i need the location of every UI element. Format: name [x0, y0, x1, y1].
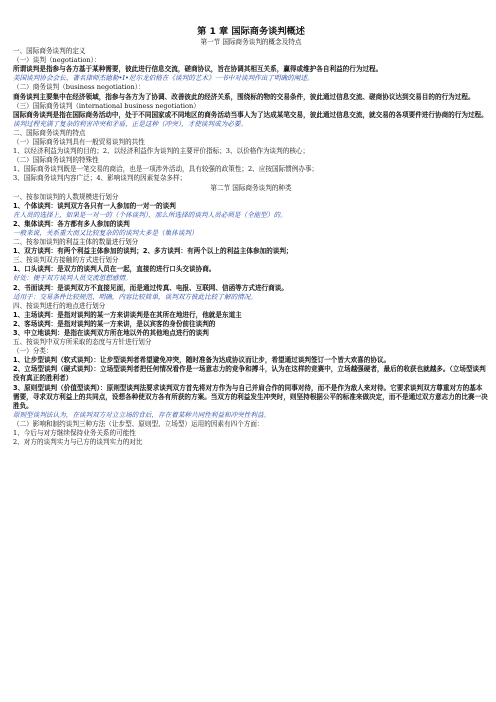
note-line: 好处：便于双方谈判人员交流思想感情。: [13, 274, 132, 283]
list-item: 1、双方谈判：有两个利益主体参加的谈判；2、多方谈判：有两个以上的利益主体参加的谈判；: [13, 247, 293, 256]
section-heading: 第二节 国际商务谈判的种类: [210, 183, 292, 192]
heading: 三、按谈判双方接触的方式进行划分: [13, 256, 119, 265]
heading: 五、按谈判中双方所采取的态度与方针进行划分: [13, 338, 152, 347]
document-page: [13, 26, 489, 447]
heading: 一、按参加谈判的人数规模进行划分: [13, 192, 119, 201]
list-item: 1、口头谈判：是双方的谈判人员在一起，直接的进行口头交谈协商。: [13, 265, 216, 274]
definition-paragraph: 商务谈判主要集中在经济领域，指参与各方为了协调、改善彼此的经济关系，围绕标的物的交易条件，彼此通过信息交流、磋商协议达到交易目的的行为过程。: [13, 92, 475, 101]
subheading: （三）国际商务谈判（international business negotiation）: [13, 101, 200, 110]
list-item: 1、个体谈判：谈判双方各只有一人参加的一对一的谈判: [13, 201, 176, 210]
body-line: 3、国际商务谈判内容广泛；4、影响谈判的因素复杂多样；: [13, 174, 187, 183]
note-line: 适用于：交易条件比较规范、明确，内容比较简单，谈判双方彼此比较了解的情况。: [13, 292, 257, 301]
list-item: 1、主场谈判：是指对谈判的某一方来讲谈判是在其所在地进行，他就是东道主: [13, 310, 242, 319]
heading: 二、按参加谈判的利益主体的数量进行划分: [13, 238, 139, 247]
heading: 四、按谈判进行的地点进行划分: [13, 301, 106, 310]
body-line: 1、国际商务谈判既是一笔交易的商洽，也是一项涉外活动，具有较强的政策性；2、应按国际惯例办事；: [13, 165, 319, 174]
note-line: 原则型谈判法认为，在谈判双方对立立场的背后，存在着某种共同性利益和冲突性利益。: [13, 410, 271, 419]
body-line: 2、对方的谈判实力与已方的谈判实力的对比: [13, 438, 143, 447]
subheading: （二）商务谈判（business negotiation）：: [13, 83, 145, 92]
list-item: 1、让步型谈判（软式谈判）：让步型谈判者希望避免冲突，随时准备为达成协议而让步，希望通过谈判签订一个皆大欢喜的协议。: [13, 356, 391, 365]
body-line: 1、以经济利益为谈判的目的；2、以经济利益作为谈判的主要评价指标；3、以价格作为谈判的核心；: [13, 147, 310, 156]
list-item: 2、客场谈判：是指对谈判的某一方来讲，是以宾客的身份前往谈判的: [13, 319, 216, 328]
chapter-title: 第 1 章 国际商务谈判概述: [197, 26, 305, 37]
list-item: 3、中立地谈判：是指在谈判双方所在地以外的其他地点进行的谈判: [13, 329, 209, 337]
note-line: 一般来说，关系重大而又比较复杂的的谈判大多是（集体谈判）: [13, 228, 198, 237]
subheading: （二）国际商务谈判的特殊性: [13, 156, 99, 165]
body-line: 1、今后与对方继续保持业务关系的可能性: [13, 429, 136, 438]
section-heading: 第一节 国际商务谈判的概念及特点: [200, 38, 302, 46]
note-line: 美国谈判协会会长、著名律师杰德勒•I•尼尔龙伯格在《谈判的艺术》一书中对谈判作出了明确的阐述。: [13, 74, 314, 83]
list-item: 2、集体谈判：各方都有多人参加的谈判: [13, 219, 130, 228]
subheading: （一）谈判（negotiation）：: [13, 56, 101, 65]
list-item: 2、立场型谈判（硬式谈判）：立场型谈判者把任何情况看作是一场意志力的竞争和搏斗，认为在这样的竞赛中，立场越强硬者，最后的收获也就越多。（立场型谈判没有真正的胜利者）: [13, 365, 486, 383]
note-line: 谈判过程充满了复杂的利害冲突和矛盾，正是这种（冲突），才使谈判成为必要。: [13, 119, 248, 128]
list-item: 2、书面谈判：是谈判双方不直接见面，而是通过传真、电报、互联网、信函等方式进行商谈。: [13, 283, 288, 292]
heading: 一、国际商务谈判的定义: [13, 47, 86, 56]
subheading: （一）国际商务谈判具有一般贸易谈判的共性: [13, 138, 145, 147]
definition-paragraph: 国际商务谈判是指在国际商务活动中，处于不同国家或不同地区的商务活动当事人为了达成某笔交易，彼此通过信息交流，就交易的各项要件进行协商的行为过程。: [13, 110, 488, 119]
heading: 二、国际商务谈判的特点: [13, 128, 86, 137]
subheading: （二）影响和制约谈判三种方法（让步型、原则型、立场型）运用的因素有四个方面：: [13, 419, 264, 428]
note-line: 在人员的选择上，如果是一对一的（个体谈判），那么所选择的谈判人员必须是（全能型）的。: [13, 210, 287, 219]
subheading: （一）分类：: [13, 347, 53, 356]
list-item: 3、原则型谈判（价值型谈判）：原则型谈判法要求谈判双方首先将对方作为与自己并肩合作的同事对待，而不是作为敌人来对待。它要求谈判双方尊重对方的基本需要，寻求双方利益上的共同点，设想各种使双方各有所获的方案。当双方的利益发生冲突时，则坚持根据公平的标准来做决定，而不是通过双方意志力的比赛一决胜负。: [13, 383, 488, 410]
definition-paragraph: 所谓谈判是指参与各方基于某种需要，彼此进行信息交流，磋商协议，旨在协调其相互关系，赢得或维护各自利益的行为过程。: [13, 65, 383, 74]
